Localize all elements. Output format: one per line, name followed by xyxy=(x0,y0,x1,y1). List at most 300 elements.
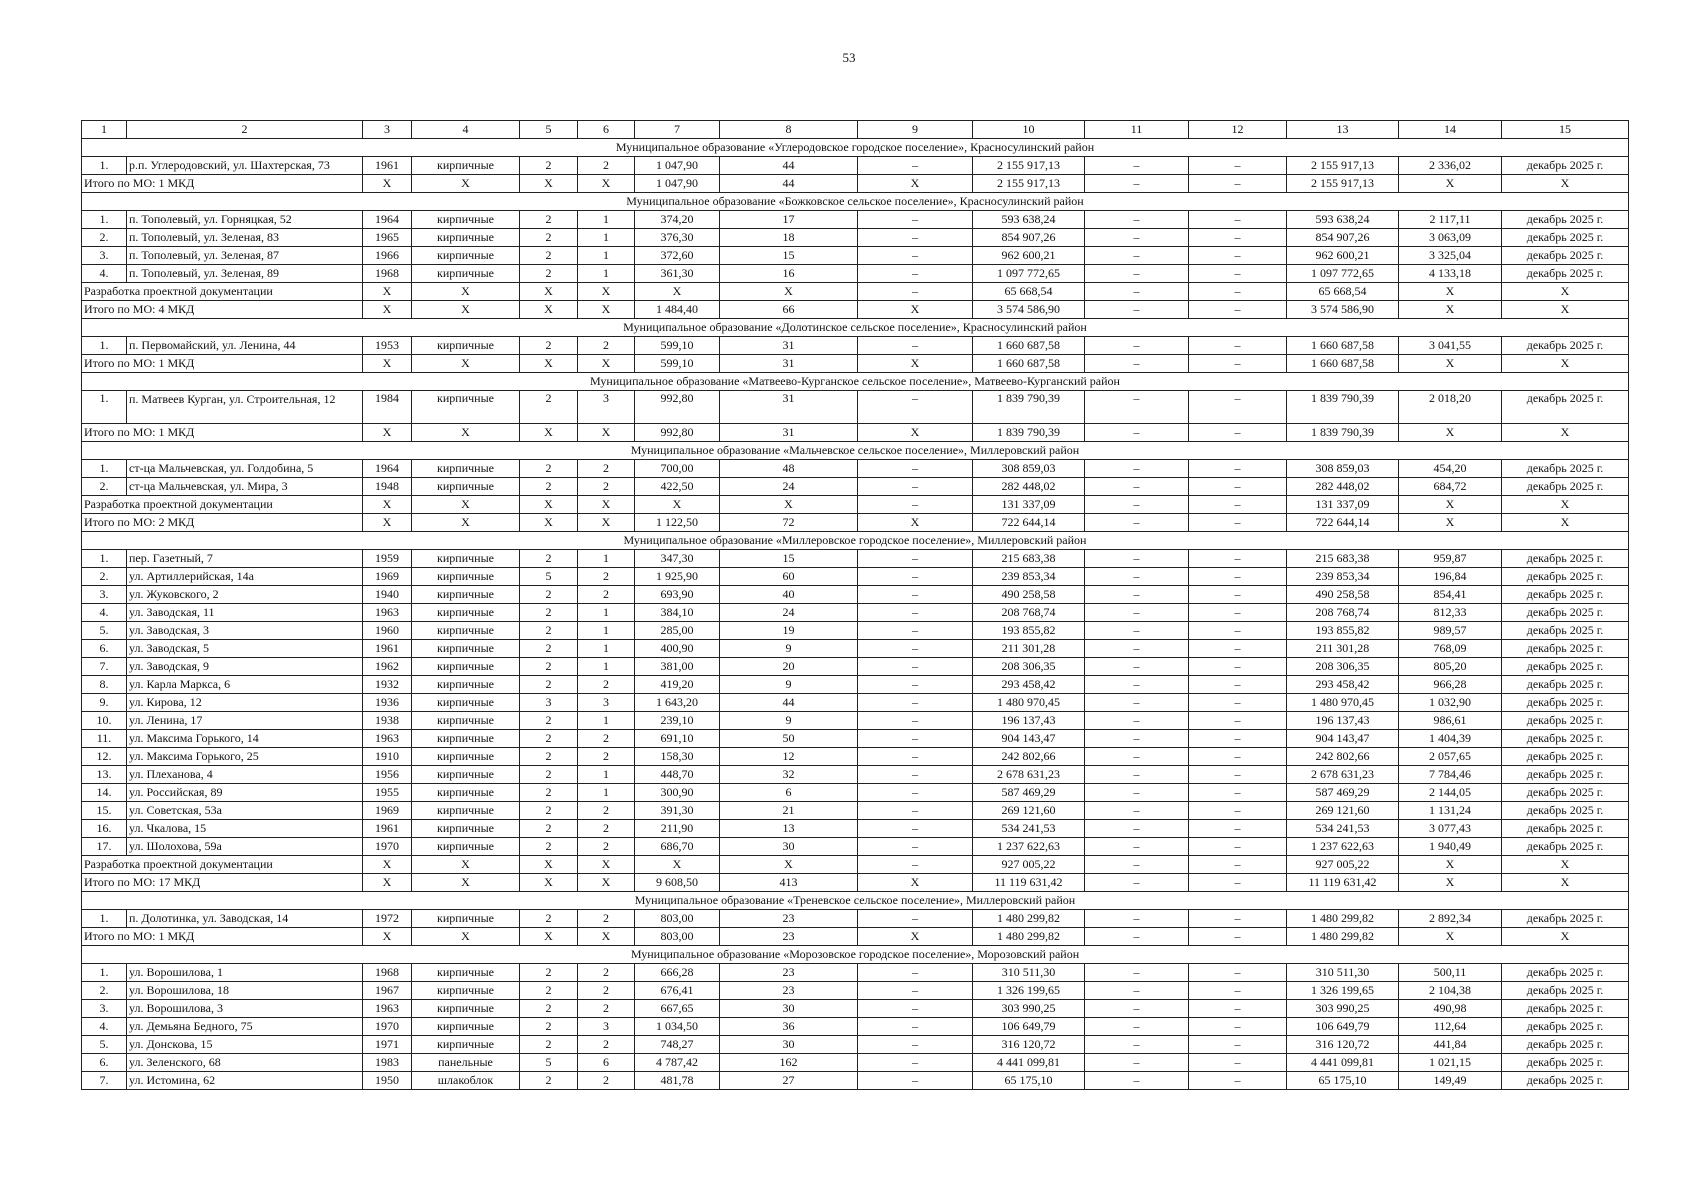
summary-cell-col-14: Х xyxy=(1399,514,1502,532)
data-cell-col-1: 2. xyxy=(82,229,127,247)
address-cell: п. Долотинка, ул. Заводская, 14 xyxy=(127,910,363,928)
summary-cell-col-6: Х xyxy=(578,874,635,892)
data-cell-col-9: – xyxy=(858,676,973,694)
data-cell-col-14: 2 892,34 xyxy=(1399,910,1502,928)
data-cell-col-9: – xyxy=(858,1018,973,1036)
summary-cell-col-3: Х xyxy=(363,355,412,373)
summary-cell-col-9: – xyxy=(858,856,973,874)
municipality-section-row xyxy=(82,193,1629,211)
summary-cell-col-9: Х xyxy=(858,514,973,532)
data-cell-col-11: – xyxy=(1085,604,1189,622)
data-cell-col-4: кирпичные xyxy=(412,1036,520,1054)
data-cell-col-14: 3 063,09 xyxy=(1399,229,1502,247)
summary-cell-col-12: – xyxy=(1189,514,1287,532)
data-cell-col-5: 2 xyxy=(520,337,578,355)
data-cell-col-15: декабрь 2025 г. xyxy=(1502,478,1629,496)
data-cell-col-3: 1971 xyxy=(363,1036,412,1054)
data-cell-col-14: 196,84 xyxy=(1399,568,1502,586)
summary-cell-col-8: Х xyxy=(720,496,858,514)
summary-label: Итого по МО: 1 МКД xyxy=(82,355,363,373)
table-row xyxy=(82,748,1629,766)
data-cell-col-5: 2 xyxy=(520,622,578,640)
data-cell-col-14: 112,64 xyxy=(1399,1018,1502,1036)
summary-row xyxy=(82,514,1629,532)
data-cell-col-6: 1 xyxy=(578,622,635,640)
data-cell-col-1: 10. xyxy=(82,712,127,730)
data-cell-col-9: – xyxy=(858,1054,973,1072)
municipality-section-row xyxy=(82,442,1629,460)
data-cell-col-7: 481,78 xyxy=(635,1072,720,1090)
table-row xyxy=(82,1000,1629,1018)
data-cell-col-7: 4 787,42 xyxy=(635,1054,720,1072)
data-cell-col-3: 1955 xyxy=(363,784,412,802)
municipality-title: Муниципальное образование «Миллеровское городское поселение», Миллеровский район xyxy=(82,532,1629,550)
data-cell-col-14: 2 144,05 xyxy=(1399,784,1502,802)
data-cell-col-15: декабрь 2025 г. xyxy=(1502,730,1629,748)
summary-cell-col-4: Х xyxy=(412,355,520,373)
data-cell-col-5: 2 xyxy=(520,1018,578,1036)
data-cell-col-8: 24 xyxy=(720,478,858,496)
data-cell-col-12: – xyxy=(1189,478,1287,496)
data-cell-col-10: 1 097 772,65 xyxy=(973,265,1085,283)
summary-cell-col-11: – xyxy=(1085,874,1189,892)
data-cell-col-15: декабрь 2025 г. xyxy=(1502,1000,1629,1018)
table-row xyxy=(82,1036,1629,1054)
summary-label: Разработка проектной документации xyxy=(82,856,363,874)
data-cell-col-6: 2 xyxy=(578,460,635,478)
table-row xyxy=(82,586,1629,604)
summary-cell-col-14: Х xyxy=(1399,301,1502,319)
summary-cell-col-4: Х xyxy=(412,514,520,532)
data-cell-col-7: 361,30 xyxy=(635,265,720,283)
data-cell-col-13: 1 326 199,65 xyxy=(1287,982,1399,1000)
summary-cell-col-6: Х xyxy=(578,514,635,532)
data-cell-col-10: 2 155 917,13 xyxy=(973,157,1085,175)
data-cell-col-14: 2 018,20 xyxy=(1399,391,1502,424)
data-cell-col-10: 303 990,25 xyxy=(973,1000,1085,1018)
data-cell-col-9: – xyxy=(858,658,973,676)
data-cell-col-11: – xyxy=(1085,712,1189,730)
address-cell: ул. Ворошилова, 18 xyxy=(127,982,363,1000)
data-cell-col-7: 347,30 xyxy=(635,550,720,568)
data-cell-col-8: 44 xyxy=(720,694,858,712)
data-cell-col-8: 32 xyxy=(720,766,858,784)
data-cell-col-6: 1 xyxy=(578,229,635,247)
data-cell-col-14: 3 041,55 xyxy=(1399,337,1502,355)
data-cell-col-6: 2 xyxy=(578,820,635,838)
summary-cell-col-12: – xyxy=(1189,856,1287,874)
data-cell-col-4: кирпичные xyxy=(412,640,520,658)
summary-cell-col-5: Х xyxy=(520,424,578,442)
data-cell-col-4: кирпичные xyxy=(412,910,520,928)
data-cell-col-13: 193 855,82 xyxy=(1287,622,1399,640)
data-cell-col-10: 242 802,66 xyxy=(973,748,1085,766)
summary-cell-col-8: 66 xyxy=(720,301,858,319)
data-cell-col-4: кирпичные xyxy=(412,229,520,247)
data-cell-col-7: 1 034,50 xyxy=(635,1018,720,1036)
summary-cell-col-6: Х xyxy=(578,175,635,193)
summary-cell-col-9: – xyxy=(858,496,973,514)
data-cell-col-4: кирпичные xyxy=(412,676,520,694)
data-cell-col-5: 2 xyxy=(520,460,578,478)
column-header-5: 5 xyxy=(520,121,578,139)
data-cell-col-11: – xyxy=(1085,1036,1189,1054)
data-cell-col-15: декабрь 2025 г. xyxy=(1502,964,1629,982)
summary-label: Итого по МО: 1 МКД xyxy=(82,928,363,946)
data-cell-col-6: 2 xyxy=(578,964,635,982)
data-cell-col-8: 162 xyxy=(720,1054,858,1072)
data-cell-col-10: 1 326 199,65 xyxy=(973,982,1085,1000)
address-cell: п. Тополевый, ул. Зеленая, 89 xyxy=(127,265,363,283)
address-cell: ул. Заводская, 3 xyxy=(127,622,363,640)
data-cell-col-11: – xyxy=(1085,568,1189,586)
summary-cell-col-3: Х xyxy=(363,301,412,319)
summary-cell-col-14: Х xyxy=(1399,355,1502,373)
data-cell-col-6: 1 xyxy=(578,247,635,265)
data-cell-col-1: 1. xyxy=(82,157,127,175)
column-number-header xyxy=(82,121,1629,139)
data-cell-col-4: кирпичные xyxy=(412,460,520,478)
municipality-section-row xyxy=(82,892,1629,910)
summary-label: Итого по МО: 1 МКД xyxy=(82,175,363,193)
data-cell-col-14: 2 336,02 xyxy=(1399,157,1502,175)
data-cell-col-5: 5 xyxy=(520,1054,578,1072)
data-cell-col-11: – xyxy=(1085,1018,1189,1036)
data-cell-col-1: 4. xyxy=(82,604,127,622)
data-cell-col-1: 7. xyxy=(82,658,127,676)
summary-cell-col-6: Х xyxy=(578,856,635,874)
data-cell-col-9: – xyxy=(858,265,973,283)
address-cell: п. Матвеев Курган, ул. Строительная, 12 xyxy=(127,391,363,424)
data-cell-col-15: декабрь 2025 г. xyxy=(1502,712,1629,730)
data-cell-col-7: 374,20 xyxy=(635,211,720,229)
data-cell-col-3: 1968 xyxy=(363,964,412,982)
data-cell-col-1: 5. xyxy=(82,1036,127,1054)
summary-cell-col-4: Х xyxy=(412,928,520,946)
data-cell-col-3: 1984 xyxy=(363,391,412,424)
data-cell-col-15: декабрь 2025 г. xyxy=(1502,784,1629,802)
data-cell-col-6: 2 xyxy=(578,910,635,928)
data-cell-col-14: 490,98 xyxy=(1399,1000,1502,1018)
table-row xyxy=(82,964,1629,982)
data-cell-col-10: 1 237 622,63 xyxy=(973,838,1085,856)
summary-cell-col-6: Х xyxy=(578,496,635,514)
summary-cell-col-9: – xyxy=(858,283,973,301)
summary-cell-col-3: Х xyxy=(363,496,412,514)
data-cell-col-9: – xyxy=(858,604,973,622)
address-cell: ул. Демьяна Бедного, 75 xyxy=(127,1018,363,1036)
table-row xyxy=(82,1018,1629,1036)
data-cell-col-1: 1. xyxy=(82,211,127,229)
table-row xyxy=(82,712,1629,730)
data-cell-col-10: 904 143,47 xyxy=(973,730,1085,748)
data-cell-col-8: 50 xyxy=(720,730,858,748)
summary-cell-col-11: – xyxy=(1085,301,1189,319)
data-cell-col-8: 24 xyxy=(720,604,858,622)
data-cell-col-3: 1964 xyxy=(363,460,412,478)
data-cell-col-6: 1 xyxy=(578,640,635,658)
summary-row xyxy=(82,424,1629,442)
data-cell-col-5: 2 xyxy=(520,712,578,730)
data-cell-col-4: кирпичные xyxy=(412,157,520,175)
data-cell-col-15: декабрь 2025 г. xyxy=(1502,568,1629,586)
data-cell-col-12: – xyxy=(1189,211,1287,229)
summary-cell-col-7: 9 608,50 xyxy=(635,874,720,892)
data-cell-col-1: 17. xyxy=(82,838,127,856)
table-row xyxy=(82,478,1629,496)
table-row xyxy=(82,766,1629,784)
data-cell-col-11: – xyxy=(1085,391,1189,424)
data-cell-col-12: – xyxy=(1189,1018,1287,1036)
data-cell-col-15: декабрь 2025 г. xyxy=(1502,1036,1629,1054)
data-cell-col-1: 12. xyxy=(82,748,127,766)
table-row xyxy=(82,730,1629,748)
data-cell-col-8: 31 xyxy=(720,337,858,355)
data-cell-col-1: 1. xyxy=(82,910,127,928)
data-cell-col-11: – xyxy=(1085,820,1189,838)
summary-cell-col-15: Х xyxy=(1502,514,1629,532)
table-row xyxy=(82,784,1629,802)
summary-row xyxy=(82,301,1629,319)
column-header-3: 3 xyxy=(363,121,412,139)
summary-cell-col-15: Х xyxy=(1502,175,1629,193)
municipality-title: Муниципальное образование «Углеродовское городское поселение», Красносулинский район xyxy=(82,139,1629,157)
data-cell-col-1: 8. xyxy=(82,676,127,694)
data-cell-col-12: – xyxy=(1189,460,1287,478)
address-cell: ул. Максима Горького, 14 xyxy=(127,730,363,748)
data-cell-col-6: 1 xyxy=(578,211,635,229)
data-cell-col-15: декабрь 2025 г. xyxy=(1502,658,1629,676)
data-cell-col-12: – xyxy=(1189,838,1287,856)
summary-label: Разработка проектной документации xyxy=(82,496,363,514)
data-cell-col-7: 239,10 xyxy=(635,712,720,730)
summary-cell-col-10: 11 119 631,42 xyxy=(973,874,1085,892)
data-cell-col-15: декабрь 2025 г. xyxy=(1502,247,1629,265)
data-cell-col-13: 904 143,47 xyxy=(1287,730,1399,748)
data-cell-col-10: 854 907,26 xyxy=(973,229,1085,247)
data-cell-col-10: 490 258,58 xyxy=(973,586,1085,604)
data-cell-col-4: кирпичные xyxy=(412,964,520,982)
data-cell-col-6: 2 xyxy=(578,157,635,175)
data-cell-col-6: 2 xyxy=(578,838,635,856)
data-cell-col-12: – xyxy=(1189,586,1287,604)
summary-cell-col-13: 1 839 790,39 xyxy=(1287,424,1399,442)
address-cell: ул. Ворошилова, 1 xyxy=(127,964,363,982)
data-cell-col-12: – xyxy=(1189,1000,1287,1018)
data-cell-col-1: 4. xyxy=(82,1018,127,1036)
data-cell-col-6: 6 xyxy=(578,1054,635,1072)
address-cell: ул. Заводская, 11 xyxy=(127,604,363,622)
data-cell-col-3: 1932 xyxy=(363,676,412,694)
summary-cell-col-9: Х xyxy=(858,874,973,892)
data-cell-col-3: 1953 xyxy=(363,337,412,355)
data-cell-col-12: – xyxy=(1189,391,1287,424)
address-cell: ул. Кирова, 12 xyxy=(127,694,363,712)
data-cell-col-5: 2 xyxy=(520,1036,578,1054)
data-cell-col-5: 2 xyxy=(520,391,578,424)
data-cell-col-14: 989,57 xyxy=(1399,622,1502,640)
data-cell-col-13: 293 458,42 xyxy=(1287,676,1399,694)
data-cell-col-14: 1 131,24 xyxy=(1399,802,1502,820)
data-cell-col-11: – xyxy=(1085,658,1189,676)
address-cell: ул. Ворошилова, 3 xyxy=(127,1000,363,1018)
summary-cell-col-4: Х xyxy=(412,856,520,874)
summary-cell-col-14: Х xyxy=(1399,424,1502,442)
data-cell-col-10: 211 301,28 xyxy=(973,640,1085,658)
data-cell-col-3: 1948 xyxy=(363,478,412,496)
data-cell-col-15: декабрь 2025 г. xyxy=(1502,802,1629,820)
summary-cell-col-5: Х xyxy=(520,496,578,514)
data-cell-col-9: – xyxy=(858,694,973,712)
data-cell-col-10: 4 441 099,81 xyxy=(973,1054,1085,1072)
summary-cell-col-8: 44 xyxy=(720,175,858,193)
data-cell-col-9: – xyxy=(858,1072,973,1090)
data-cell-col-14: 805,20 xyxy=(1399,658,1502,676)
data-cell-col-13: 106 649,79 xyxy=(1287,1018,1399,1036)
data-cell-col-13: 310 511,30 xyxy=(1287,964,1399,982)
data-cell-col-6: 2 xyxy=(578,802,635,820)
address-cell: ул. Максима Горького, 25 xyxy=(127,748,363,766)
data-cell-col-3: 1950 xyxy=(363,1072,412,1090)
data-cell-col-1: 14. xyxy=(82,784,127,802)
municipality-title: Муниципальное образование «Мальчевское сельское поселение», Миллеровский район xyxy=(82,442,1629,460)
municipality-title: Муниципальное образование «Божковское сельское поселение», Красносулинский район xyxy=(82,193,1629,211)
table-row xyxy=(82,247,1629,265)
data-cell-col-13: 269 121,60 xyxy=(1287,802,1399,820)
data-cell-col-12: – xyxy=(1189,820,1287,838)
data-cell-col-15: декабрь 2025 г. xyxy=(1502,1018,1629,1036)
data-cell-col-8: 40 xyxy=(720,586,858,604)
housing-register-table xyxy=(81,120,1629,1090)
column-header-8: 8 xyxy=(720,121,858,139)
data-cell-col-7: 158,30 xyxy=(635,748,720,766)
data-cell-col-9: – xyxy=(858,247,973,265)
data-cell-col-11: – xyxy=(1085,460,1189,478)
data-cell-col-14: 1 940,49 xyxy=(1399,838,1502,856)
summary-cell-col-8: 31 xyxy=(720,355,858,373)
data-cell-col-9: – xyxy=(858,229,973,247)
data-cell-col-15: декабрь 2025 г. xyxy=(1502,640,1629,658)
data-cell-col-1: 1. xyxy=(82,460,127,478)
data-cell-col-4: кирпичные xyxy=(412,748,520,766)
data-cell-col-6: 3 xyxy=(578,391,635,424)
address-cell: пер. Газетный, 7 xyxy=(127,550,363,568)
data-cell-col-13: 593 638,24 xyxy=(1287,211,1399,229)
data-cell-col-3: 1967 xyxy=(363,982,412,1000)
data-cell-col-5: 2 xyxy=(520,604,578,622)
summary-cell-col-4: Х xyxy=(412,283,520,301)
data-cell-col-7: 400,90 xyxy=(635,640,720,658)
data-cell-col-6: 1 xyxy=(578,784,635,802)
data-cell-col-15: декабрь 2025 г. xyxy=(1502,1054,1629,1072)
data-cell-col-4: кирпичные xyxy=(412,658,520,676)
data-cell-col-8: 9 xyxy=(720,676,858,694)
data-cell-col-6: 1 xyxy=(578,712,635,730)
summary-cell-col-5: Х xyxy=(520,514,578,532)
data-cell-col-15: декабрь 2025 г. xyxy=(1502,460,1629,478)
data-cell-col-11: – xyxy=(1085,676,1189,694)
data-cell-col-5: 2 xyxy=(520,247,578,265)
summary-cell-col-12: – xyxy=(1189,424,1287,442)
summary-cell-col-5: Х xyxy=(520,175,578,193)
summary-cell-col-8: 31 xyxy=(720,424,858,442)
data-cell-col-14: 149,49 xyxy=(1399,1072,1502,1090)
data-cell-col-1: 15. xyxy=(82,802,127,820)
address-cell: п. Тополевый, ул. Зеленая, 83 xyxy=(127,229,363,247)
data-cell-col-1: 9. xyxy=(82,694,127,712)
summary-cell-col-13: 3 574 586,90 xyxy=(1287,301,1399,319)
municipality-title: Муниципальное образование «Долотинское сельское поселение», Красносулинский район xyxy=(82,319,1629,337)
data-cell-col-12: – xyxy=(1189,247,1287,265)
data-cell-col-11: – xyxy=(1085,337,1189,355)
data-cell-col-8: 27 xyxy=(720,1072,858,1090)
data-cell-col-10: 587 469,29 xyxy=(973,784,1085,802)
address-cell: ул. Жуковского, 2 xyxy=(127,586,363,604)
municipality-section-row xyxy=(82,319,1629,337)
summary-cell-col-11: – xyxy=(1085,856,1189,874)
data-cell-col-11: – xyxy=(1085,478,1189,496)
data-cell-col-3: 1965 xyxy=(363,229,412,247)
data-cell-col-7: 666,28 xyxy=(635,964,720,982)
data-cell-col-9: – xyxy=(858,337,973,355)
data-cell-col-14: 7 784,46 xyxy=(1399,766,1502,784)
data-cell-col-3: 1969 xyxy=(363,568,412,586)
data-cell-col-7: 422,50 xyxy=(635,478,720,496)
data-cell-col-3: 1963 xyxy=(363,1000,412,1018)
data-cell-col-6: 2 xyxy=(578,1072,635,1090)
summary-cell-col-7: 803,00 xyxy=(635,928,720,946)
data-cell-col-6: 1 xyxy=(578,658,635,676)
table-row xyxy=(82,211,1629,229)
data-cell-col-3: 1959 xyxy=(363,550,412,568)
data-cell-col-10: 308 859,03 xyxy=(973,460,1085,478)
data-cell-col-1: 5. xyxy=(82,622,127,640)
data-cell-col-8: 23 xyxy=(720,964,858,982)
data-cell-col-4: кирпичные xyxy=(412,265,520,283)
summary-cell-col-14: Х xyxy=(1399,928,1502,946)
summary-cell-col-3: Х xyxy=(363,874,412,892)
data-cell-col-11: – xyxy=(1085,910,1189,928)
data-cell-col-7: 748,27 xyxy=(635,1036,720,1054)
data-cell-col-11: – xyxy=(1085,622,1189,640)
data-cell-col-8: 31 xyxy=(720,391,858,424)
data-cell-col-3: 1963 xyxy=(363,604,412,622)
address-cell: ул. Зеленского, 68 xyxy=(127,1054,363,1072)
data-cell-col-15: декабрь 2025 г. xyxy=(1502,622,1629,640)
data-cell-col-3: 1972 xyxy=(363,910,412,928)
column-header-4: 4 xyxy=(412,121,520,139)
data-cell-col-3: 1960 xyxy=(363,622,412,640)
data-cell-col-5: 5 xyxy=(520,568,578,586)
data-cell-col-15: декабрь 2025 г. xyxy=(1502,157,1629,175)
table-row xyxy=(82,604,1629,622)
address-cell: ул. Шолохова, 59а xyxy=(127,838,363,856)
data-cell-col-15: декабрь 2025 г. xyxy=(1502,1072,1629,1090)
summary-cell-col-14: Х xyxy=(1399,175,1502,193)
data-cell-col-4: шлакоблок xyxy=(412,1072,520,1090)
data-cell-col-4: кирпичные xyxy=(412,622,520,640)
data-cell-col-10: 1 839 790,39 xyxy=(973,391,1085,424)
municipality-title: Муниципальное образование «Морозовское городское поселение», Морозовский район xyxy=(82,946,1629,964)
data-cell-col-7: 686,70 xyxy=(635,838,720,856)
data-cell-col-11: – xyxy=(1085,730,1189,748)
data-cell-col-6: 2 xyxy=(578,730,635,748)
data-cell-col-5: 2 xyxy=(520,964,578,982)
data-cell-col-10: 65 175,10 xyxy=(973,1072,1085,1090)
data-cell-col-14: 812,33 xyxy=(1399,604,1502,622)
data-cell-col-12: – xyxy=(1189,157,1287,175)
data-cell-col-11: – xyxy=(1085,1072,1189,1090)
